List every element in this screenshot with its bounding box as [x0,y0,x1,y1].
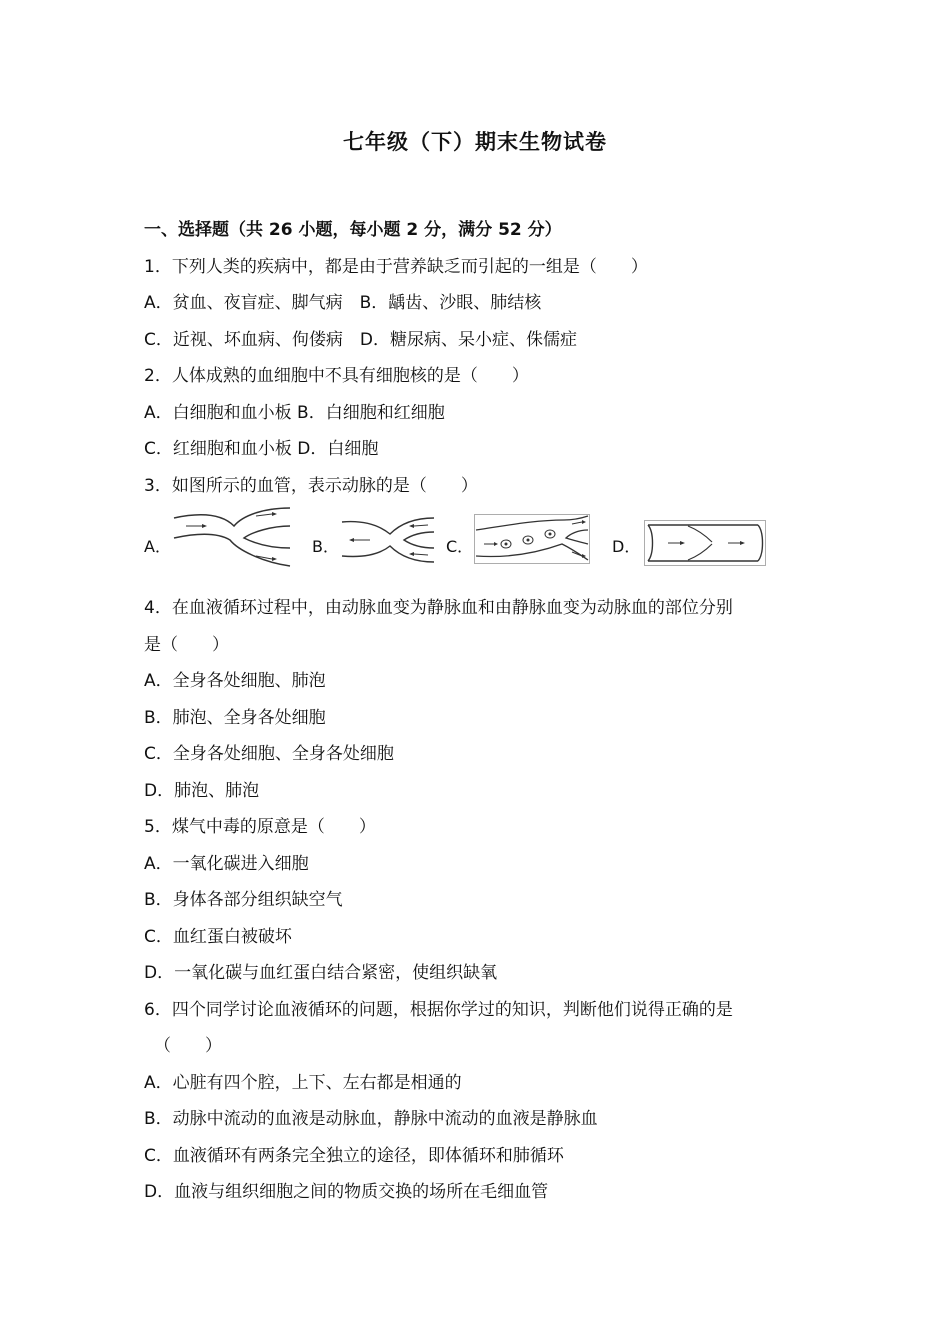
question-6-stem-cont: （ ） [154,1036,222,1056]
question-4-option-c: C．全身各处细胞、全身各处细胞 [144,744,394,764]
question-6-option-d: D．血液与组织细胞之间的物质交换的场所在毛细血管 [144,1182,549,1202]
exam-content [144,212,814,1211]
figure-label-b: B． [312,537,339,556]
question-4-stem: 4．在血液循环过程中，由动脉血变为静脉血和由静脉血变为动脉血的部位分别 [144,598,733,618]
question-6-stem: 6．四个同学讨论血液循环的问题，根据你学过的知识，判断他们说得正确的是 [144,999,733,1020]
question-5-option-c: C．血红蛋白被破坏 [144,926,292,947]
question-2-stem: 2．人体成熟的血细胞中不具有细胞核的是（ ） [144,366,529,386]
question-4-stem-cont: 是（ ） [144,634,229,655]
question-4-option-b: B．肺泡、全身各处细胞 [144,707,326,728]
question-5-option-b: B．身体各部分组织缺空气 [144,890,343,910]
vessel-figure-a [172,504,292,570]
question-1-stem: 1．下列人类的疾病中，都是由于营养缺乏而引起的一组是（ ） [144,256,648,277]
question-3-figures [144,504,814,590]
question-1-options-ab: A．贫血、夜盲症、脚气病 B．龋齿、沙眼、肺结核 [144,293,542,313]
figure-label-d: D． [612,537,641,556]
question-2-options-ab: A．白细胞和血小板 B．白细胞和红细胞 [144,402,445,423]
question-1-options-cd: C．近视、坏血病、佝偻病 D．糖尿病、呆小症、侏儒症 [144,329,577,350]
question-6-option-a: A．心脏有四个腔，上下、左右都是相通的 [144,1072,462,1093]
page-title: 七年级（下）期末生物试卷 [343,130,607,154]
question-5-stem: 5．煤气中毒的原意是（ ） [144,817,376,837]
section-heading: 一、选择题（共 26 小题，每小题 2 分，满分 52 分） [144,220,562,240]
figure-label-a: A． [144,537,171,556]
question-3-stem: 3．如图所示的血管，表示动脉的是（ ） [144,475,478,496]
vessel-figure-b [340,514,436,566]
question-6-option-b: B．动脉中流动的血液是动脉血，静脉中流动的血液是静脉血 [144,1109,598,1129]
question-4-option-a: A．全身各处细胞、肺泡 [144,671,326,691]
question-2-options-cd: C．红细胞和血小板 D．白细胞 [144,439,379,459]
figure-label-c: C． [446,537,474,556]
vessel-figure-d [644,520,766,566]
question-5-option-d: D．一氧化碳与血红蛋白结合紧密，使组织缺氧 [144,963,498,983]
question-6-option-c: C．血液循环有两条完全独立的途径，即体循环和肺循环 [144,1145,564,1166]
question-5-option-a: A．一氧化碳进入细胞 [144,853,309,874]
vessel-figure-c [474,514,590,564]
question-4-option-d: D．肺泡、肺泡 [144,780,260,801]
